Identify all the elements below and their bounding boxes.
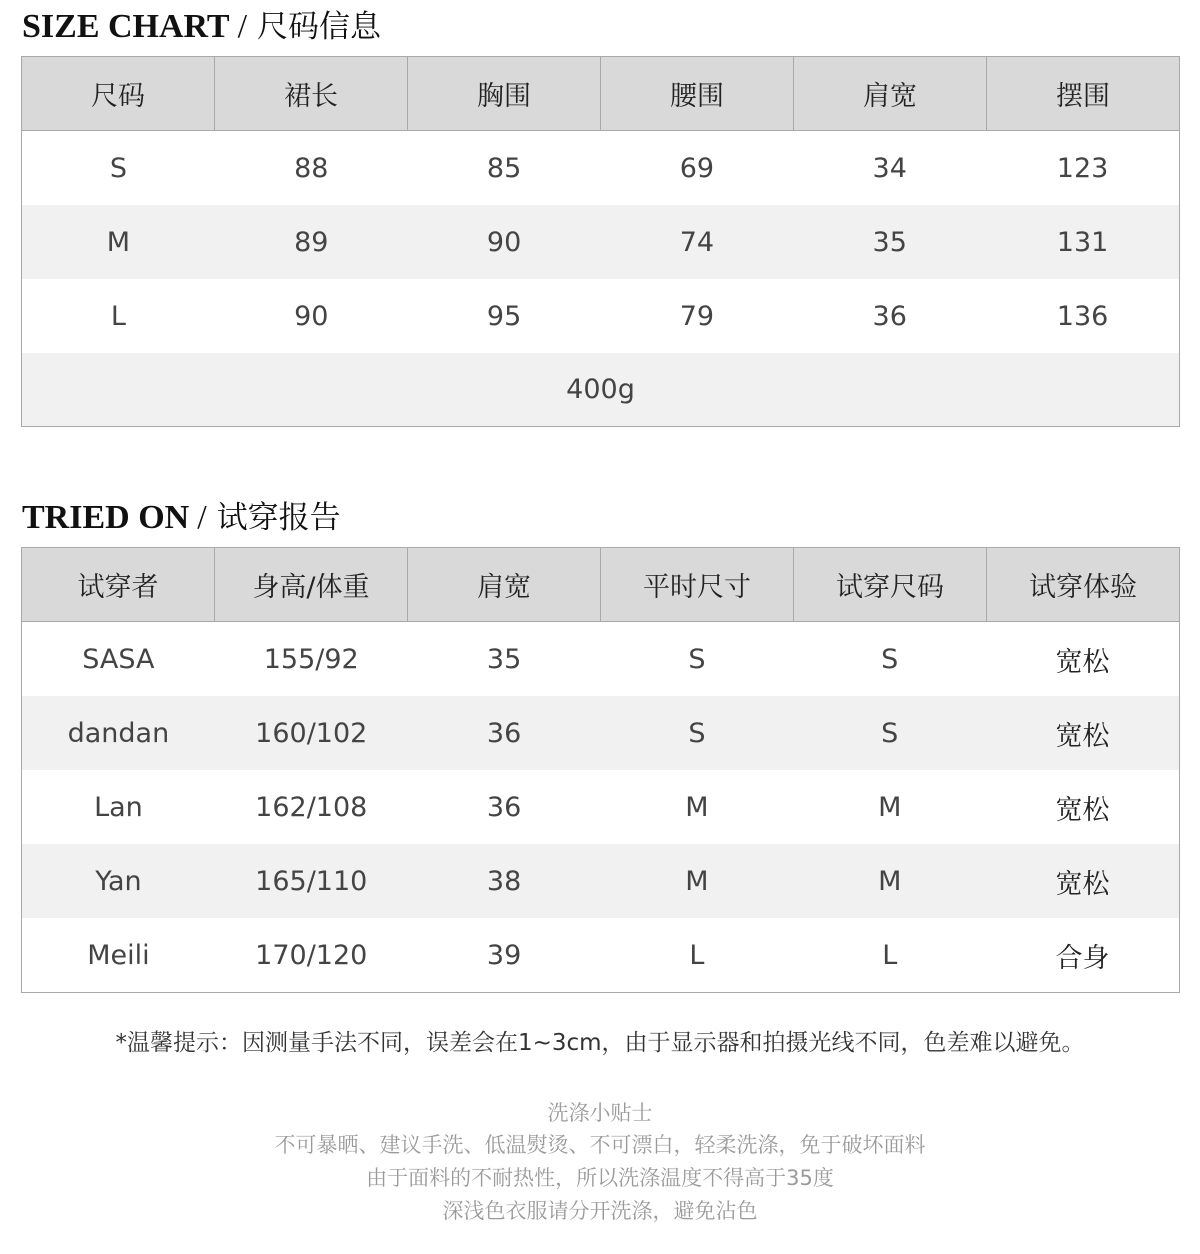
header-cell-waist: 腰围 [601, 57, 794, 130]
table-row [22, 205, 1179, 279]
header-cell-experience: 试穿体验 [1029, 572, 1137, 603]
table-row [22, 622, 1179, 696]
cell-tried-size: L [882, 939, 898, 971]
cell-shoulder: 35 [872, 226, 907, 258]
size-chart-table [21, 56, 1180, 427]
table-row [22, 770, 1179, 844]
header-cell-shoulder: 肩宽 [408, 548, 601, 621]
cell-hem: 123 [1056, 152, 1109, 184]
wash-tip-line: 深浅色衣服请分开洗涤，避免沾色 [442, 1199, 758, 1223]
table-row [22, 279, 1179, 353]
cell-height-weight: 170/120 [255, 939, 368, 971]
cell-usual-size: M [685, 791, 709, 823]
wash-tip-line: 由于面料的不耐热性，所以洗涤温度不得高于35度 [366, 1166, 834, 1190]
cell-tester: Yan [95, 865, 142, 897]
cell-tester: Meili [87, 939, 150, 971]
header-cell-tester: 试穿者 [22, 548, 215, 621]
title-slash: / [197, 499, 207, 536]
cell-shoulder: 39 [486, 939, 522, 971]
size-chart-title-cn: 尺码信息 [257, 9, 382, 45]
header-cell-bust: 胸围 [408, 57, 601, 130]
cell-usual-size: L [689, 939, 705, 971]
cell-tester: SASA [82, 643, 155, 675]
cell-tried-size: M [878, 791, 902, 823]
cell-shoulder: 36 [872, 300, 907, 332]
tried-on-title-en: TRIED ON [22, 499, 190, 536]
measurement-note: *温馨提示：因测量手法不同，误差会在1~3cm，由于显示器和拍摄光线不同，色差难以避免。 [115, 1030, 1085, 1056]
cell-height-weight: 155/92 [263, 643, 359, 675]
cell-shoulder: 34 [872, 152, 907, 184]
header-cell-height-weight: 身高/体重 [215, 548, 408, 621]
cell-usual-size: S [688, 643, 706, 675]
cell-experience: 宽松 [1055, 720, 1110, 752]
wash-tip-line: 不可暴晒、建议手洗、低温熨烫、不可漂白，轻柔洗涤，免于破坏面料 [274, 1133, 926, 1157]
cell-experience: 宽松 [1055, 646, 1110, 678]
header-cell-tried-size: 试穿尺码 [794, 548, 987, 621]
header-cell-shoulder: 肩宽 [794, 57, 987, 130]
header-cell-skirt-length: 裙长 [215, 57, 408, 130]
cell-shoulder: 38 [486, 865, 522, 897]
cell-height-weight: 162/108 [255, 791, 368, 823]
tried-on-title [22, 497, 341, 537]
cell-hem: 131 [1056, 226, 1109, 258]
header-cell-usual-size: 平时尺寸 [601, 548, 794, 621]
table-row [22, 918, 1179, 992]
tried-on-table [21, 547, 1180, 993]
cell-tried-size: S [881, 717, 899, 749]
cell-skirt-length: 88 [294, 152, 329, 184]
cell-shoulder: 36 [486, 791, 522, 823]
cell-usual-size: S [688, 717, 706, 749]
cell-experience: 宽松 [1055, 868, 1110, 900]
table-row [22, 696, 1179, 770]
cell-bust: 90 [486, 226, 522, 258]
header-cell-hem: 摆围 [1056, 81, 1110, 112]
cell-size: S [109, 152, 127, 184]
cell-waist: 69 [679, 152, 715, 184]
cell-tester: Lan [94, 791, 143, 823]
cell-bust: 85 [486, 152, 522, 184]
tried-on-header-row [22, 548, 1179, 622]
table-row [22, 131, 1179, 205]
cell-height-weight: 165/110 [255, 865, 368, 897]
weight-row: 400g [22, 353, 1179, 426]
size-chart-title-en: SIZE CHART [22, 8, 230, 45]
tried-on-title-cn: 试穿报告 [216, 500, 341, 536]
cell-shoulder: 35 [486, 643, 522, 675]
cell-hem: 136 [1056, 300, 1109, 332]
cell-experience: 合身 [1055, 942, 1110, 974]
cell-waist: 74 [679, 226, 715, 258]
cell-size: L [110, 300, 126, 332]
title-slash: / [237, 8, 248, 45]
cell-tried-size: S [881, 643, 899, 675]
cell-skirt-length: 90 [294, 300, 329, 332]
size-chart-header-row [22, 57, 1179, 131]
header-cell-size: 尺码 [22, 57, 215, 130]
size-chart-title [22, 6, 381, 46]
cell-experience: 宽松 [1055, 794, 1110, 826]
cell-skirt-length: 89 [294, 226, 329, 258]
cell-tried-size: M [878, 865, 902, 897]
cell-usual-size: M [685, 865, 709, 897]
cell-tester: dandan [67, 717, 170, 749]
table-row [22, 844, 1179, 918]
wash-tips-title: 洗涤小贴士 [547, 1101, 653, 1125]
cell-waist: 79 [679, 300, 715, 332]
cell-size: M [106, 226, 131, 258]
cell-height-weight: 160/102 [255, 717, 368, 749]
cell-shoulder: 36 [486, 717, 522, 749]
cell-bust: 95 [486, 300, 522, 332]
